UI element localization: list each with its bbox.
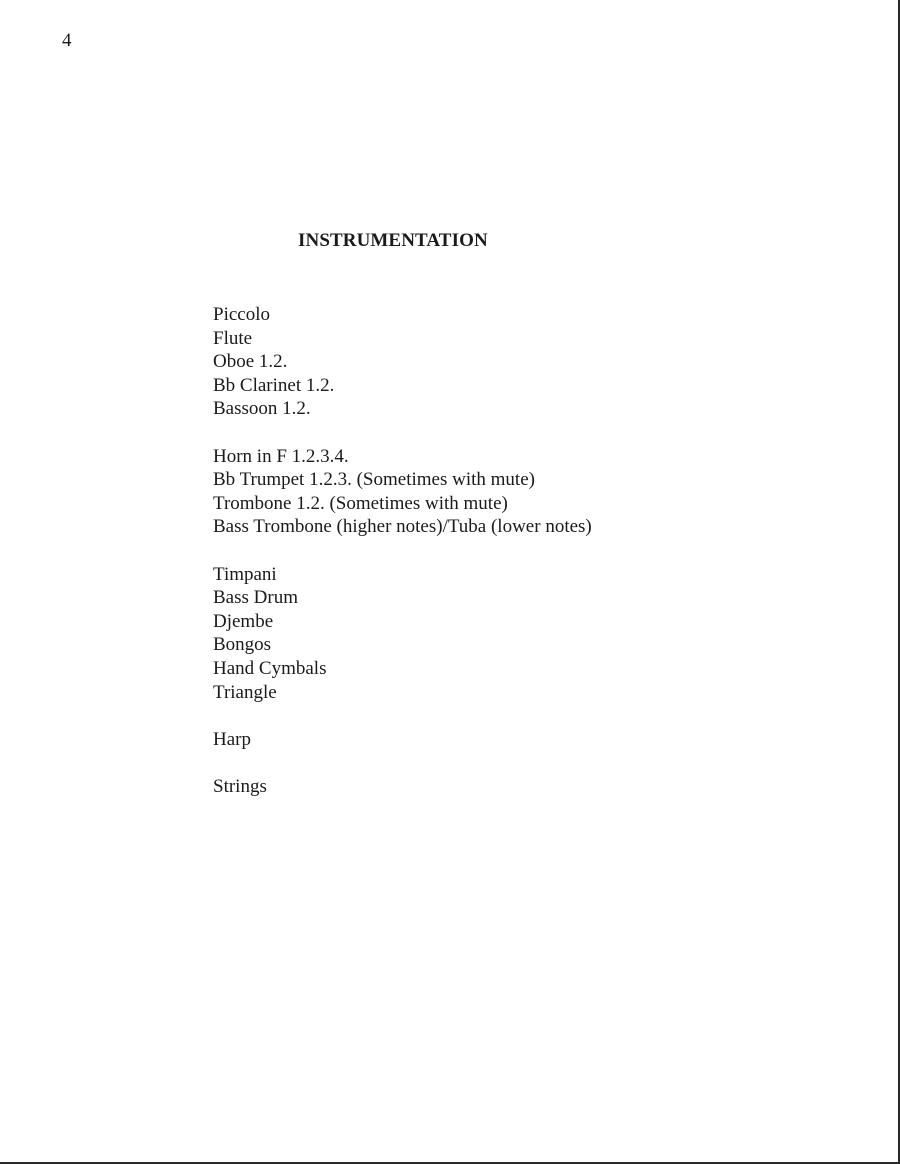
instrument-item: Djembe (213, 610, 274, 632)
instrument-item: Trombone 1.2. (Sometimes with mute) (213, 492, 508, 514)
page-number: 4 (62, 30, 72, 51)
strings-group (213, 775, 592, 799)
brass-group (213, 445, 592, 539)
instrument-item: Horn in F 1.2.3.4. (213, 445, 349, 467)
instrument-item: Bassoon 1.2. (213, 398, 311, 420)
instrument-item: Triangle (213, 681, 277, 703)
instrument-item: Timpani (213, 563, 277, 585)
instrument-item: Piccolo (213, 304, 270, 325)
instrument-item: Hand Cymbals (213, 657, 327, 679)
instrument-item: Harp (213, 728, 251, 750)
instrument-item: Bb Trumpet 1.2.3. (Sometimes with mute) (213, 469, 535, 491)
instrument-item: Bass Trombone (higher notes)/Tuba (lower notes) (213, 516, 592, 538)
percussion-group (213, 563, 592, 705)
instrument-item: Flute (213, 327, 253, 349)
instrument-item: Bongos (213, 634, 272, 656)
instrument-item: Bass Drum (213, 587, 298, 609)
page-title: INSTRUMENTATION (298, 230, 488, 251)
instrument-list (213, 303, 592, 822)
harp-group (213, 728, 592, 752)
instrument-item: Strings (213, 775, 267, 797)
instrument-item: Oboe 1.2. (213, 351, 288, 373)
instrument-item: Bb Clarinet 1.2. (213, 374, 335, 396)
woodwinds-group (213, 303, 592, 421)
